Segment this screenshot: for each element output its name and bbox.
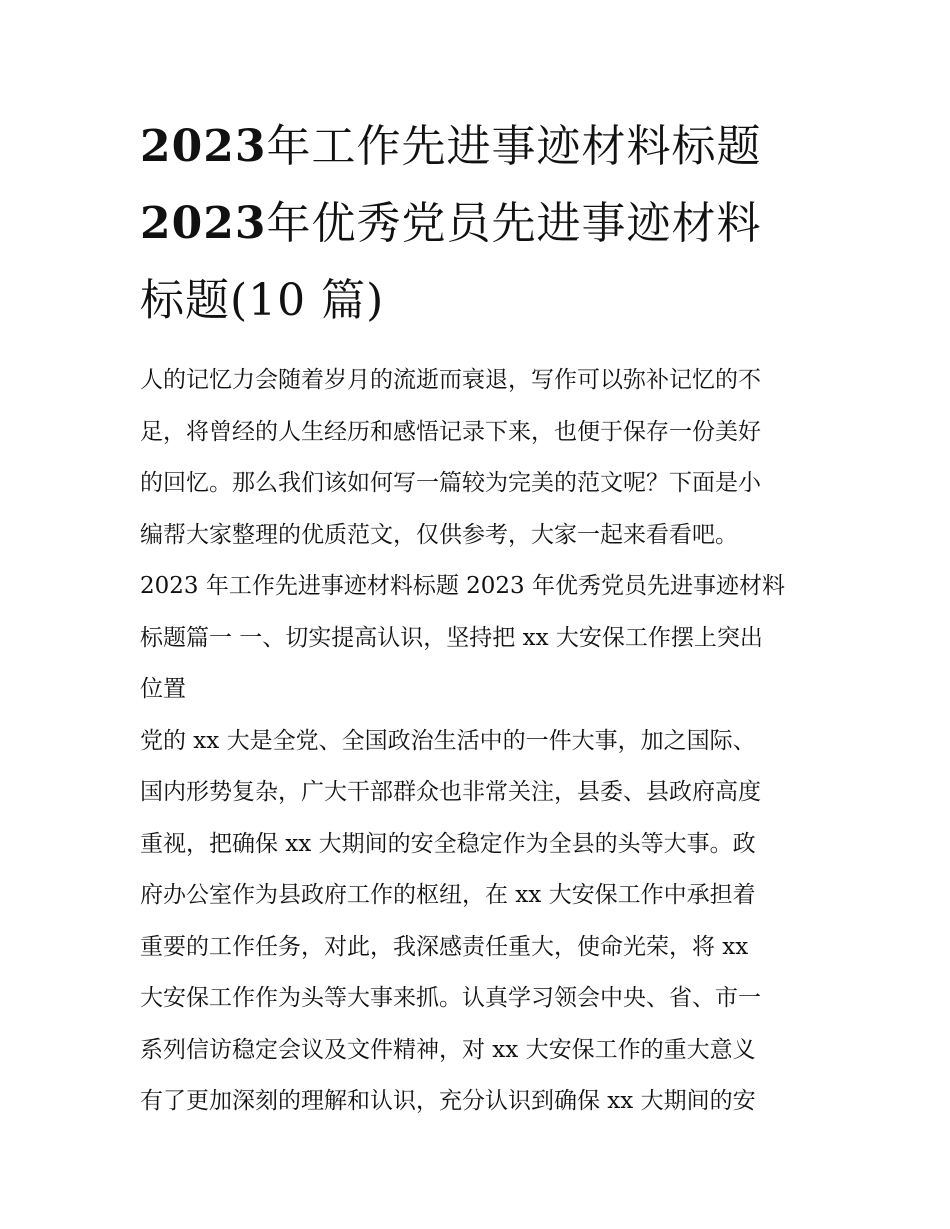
text-line: 人的记忆力会随着岁月的流逝而衰退，写作可以弥补记忆的不 (140, 367, 761, 393)
title-line (140, 262, 815, 339)
paragraph-intro (140, 355, 815, 561)
text-line: 重要的工作任务，对此，我深感责任重大，使命光荣，将 xx (140, 933, 749, 960)
title-year: 2023 (140, 121, 267, 172)
title-text: 年工作先进事迹材料标题 (266, 121, 762, 172)
document-body (140, 355, 815, 1128)
paragraph-body (140, 716, 815, 1128)
text-line: 府办公室作为县政府工作的枢纽，在 xx 大安保工作中承担着 (140, 882, 756, 908)
text-line: 国内形势复杂，广大干部群众也非常关注，县委、县政府高度 (140, 779, 761, 805)
text-line: 党的 xx 大是全党、全国政治生活中的一件大事，加之国际、 (140, 727, 756, 754)
text-line: 标题篇一 一、切实提高认识，坚持把 xx 大安保工作摆上突出 (140, 624, 763, 651)
text-line: 足，将曾经的人生经历和感悟记录下来，也便于保存一份美好 (140, 418, 761, 445)
text-line: 系列信访稳定会议及文件精神，对 xx 大安保工作的重大意义 (140, 1036, 756, 1063)
document-title (140, 108, 815, 339)
title-text: 年优秀党员先进事迹材料 (266, 198, 762, 249)
title-year: 2023 (140, 198, 267, 249)
text-line: 位置 (140, 676, 186, 702)
paragraph-section-heading (140, 561, 815, 716)
title-line (140, 185, 815, 262)
text-line: 大安保工作作为头等大事来抓。认真学习领会中央、省、市一 (140, 985, 761, 1011)
text-line: 2023 年工作先进事迹材料标题 2023 年优秀党员先进事迹材料 (140, 573, 785, 599)
text-line: 编帮大家整理的优质范文，仅供参考，大家一起来看看吧。 (140, 521, 738, 548)
document-page (140, 108, 815, 1128)
text-line: 的回忆。那么我们该如何写一篇较为完美的范文呢？下面是小 (140, 470, 761, 496)
title-line (140, 108, 815, 185)
title-text: 标题(10 篇) (140, 275, 385, 326)
text-line: 重视，把确保 xx 大期间的安全稳定作为全县的头等大事。政 (140, 830, 756, 857)
text-line: 有了更加深刻的理解和认识，充分认识到确保 xx 大期间的安 (140, 1088, 756, 1114)
